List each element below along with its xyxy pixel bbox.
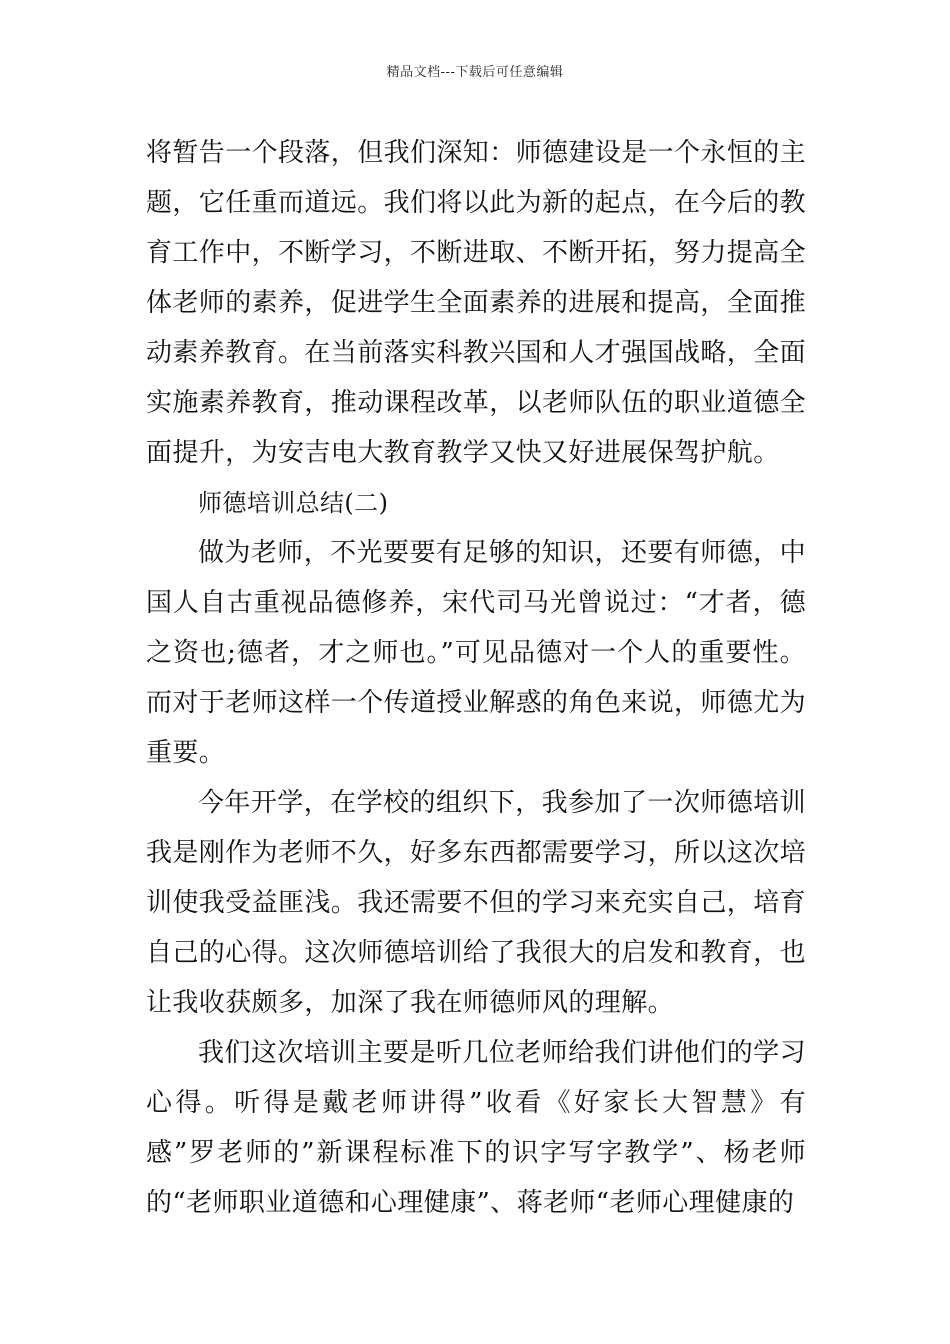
paragraph-continuation: 将暂告一个段落，但我们深知：师德建设是一个永恒的主题，它任重而道远。我们将以此为新的起点，在今后的教育工作中，不断学习，不断进取、不断开拓，努力提高全体老师的素养，促进学生全面素养的进展和提高，全面推动素养教育。在当前落实科教兴国和人才强国战略，全面实施素养教育，推动课程改革，以老师队伍的职业道德全面提升，为安吉电大教育教学又快又好进展保驾护航。 bbox=[146, 138, 807, 468]
paragraph: 做为老师，不光要要有足够的知识，还要有师德，中国人自古重视品德修养，宋代司马光曾说过：“才者，德之资也;德者，才之师也。”可见品德对一个人的重要性。而对于老师这样一个传道授业解惑的角色来说，师德尤为重要。 bbox=[146, 538, 807, 768]
page-header: 精品文档---下载后可任意编辑 bbox=[386, 65, 564, 80]
section-heading: 师德培训总结(二) bbox=[198, 489, 389, 517]
paragraph: 我们这次培训主要是听几位老师给我们讲他们的学习心得。听得是戴老师讲得”收看《好家长大智慧》有感”罗老师的”新课程标准下的识字写字教学”、杨老师的“老师职业道德和心理健康”、蒋老师“老师心理健康的 bbox=[146, 1038, 806, 1218]
paragraph: 今年开学，在学校的组织下，我参加了一次师德培训我是刚作为老师不久，好多东西都需要学习，所以这次培训使我受益匪浅。我还需要不但的学习来充实自己，培育自己的心得。这次师德培训给了我很大的启发和教育，也让我收获颇多，加深了我在师德师风的理解。 bbox=[146, 788, 807, 1018]
document-body bbox=[146, 128, 806, 1228]
